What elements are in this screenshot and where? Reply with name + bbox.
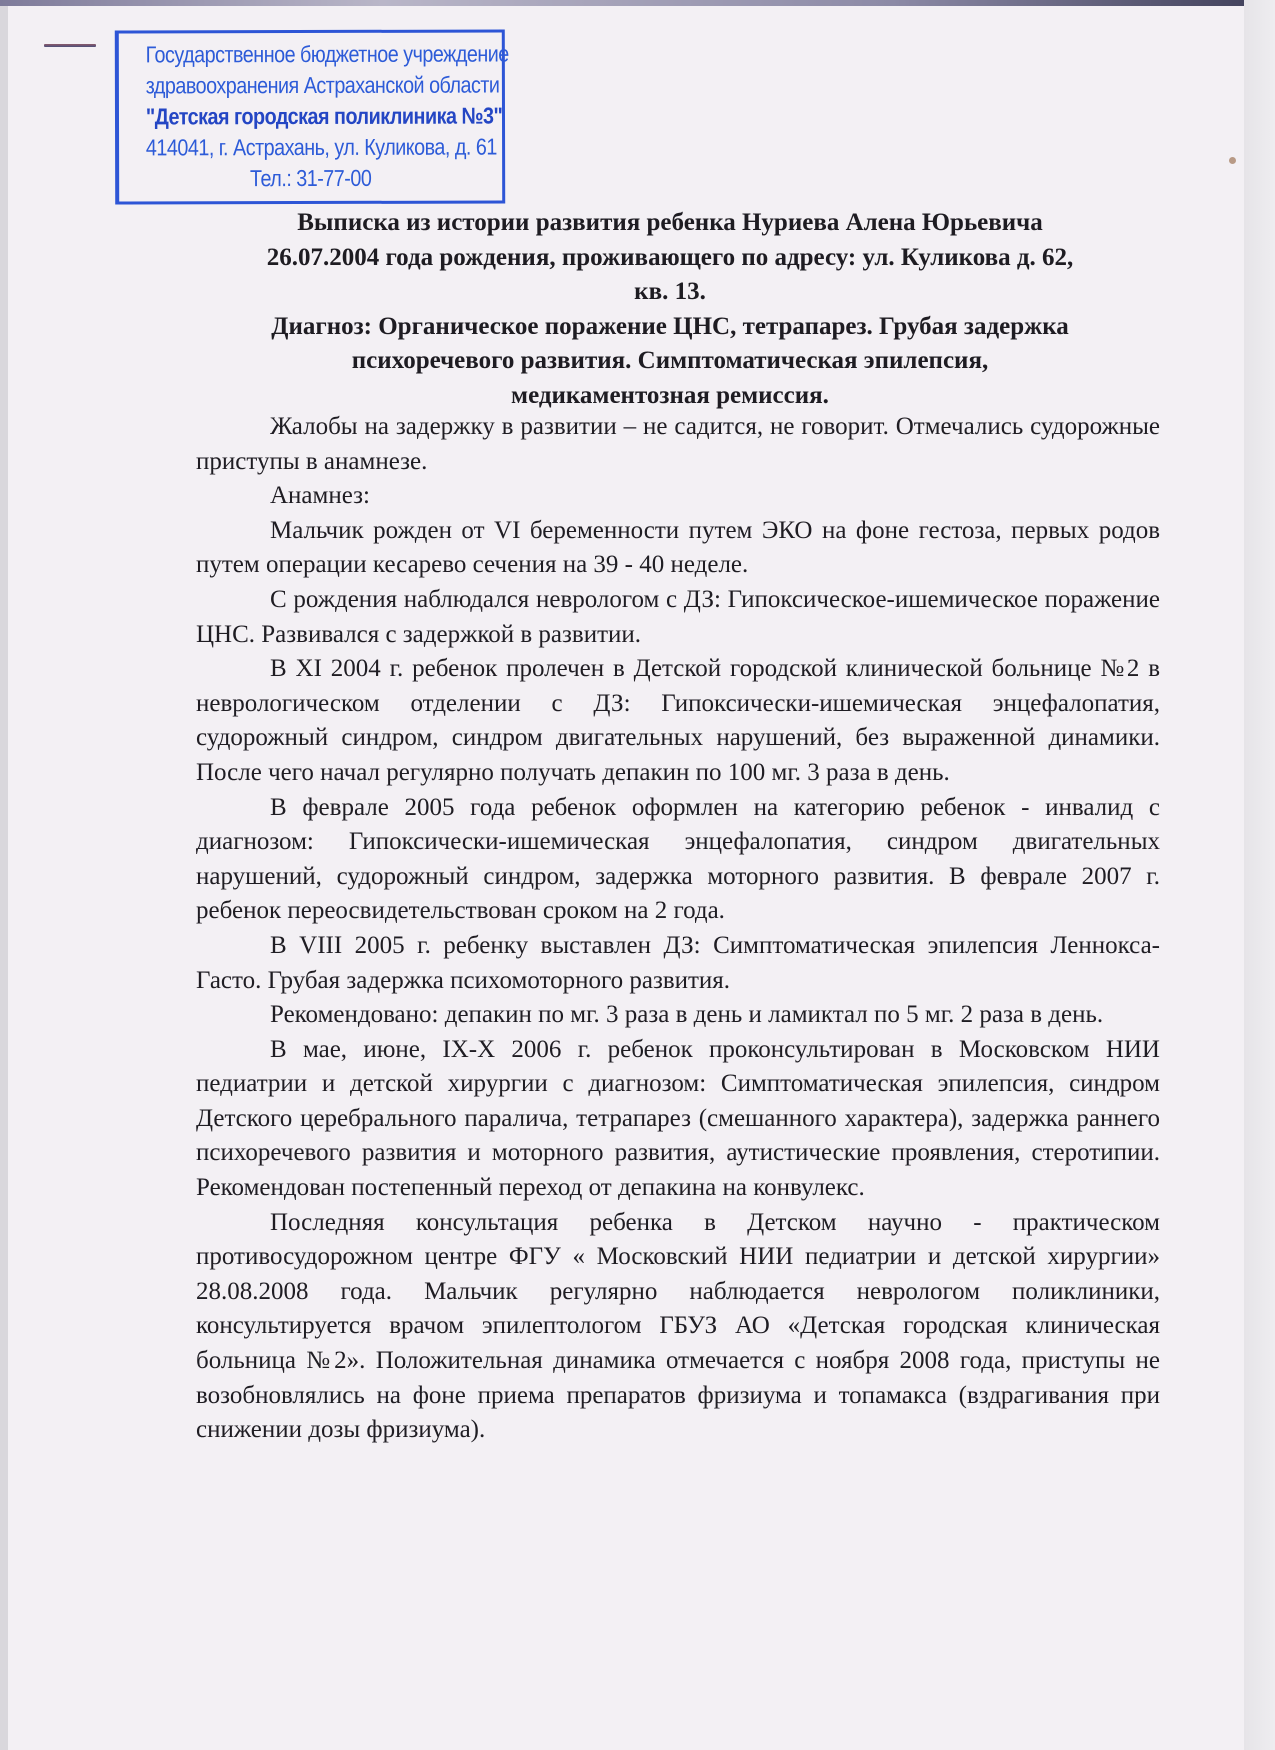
paragraph-recommendation: Рекомендовано: депакин по мг. 3 раза в день и ламиктал по 5 мг. 2 раза в день.: [270, 1001, 1104, 1029]
title-line-birth-address: 26.07.2004 года рождения, проживающего по адресу: ул. Куликова д. 62,: [266, 243, 1074, 271]
paragraph-disability-2005: В феврале 2005 года ребенок оформлен на категорию ребенок - инвалид с диагнозом: Гипоксически-ишемическая энцефалопатия, синдром двигательных нарушений, судорожный синдром, задержка моторного развития. В феврале 2007 г. ребенок переосвидетельствован сроком на 2 года.: [196, 793, 1160, 925]
paragraph-last-consultation: Последняя консультация ребенка в Детском научно - практическом противосудорожном центре ФГУ « Московский НИИ педиатрии и детской хирургии» 28.08.2008 года. Мальчик регулярно наблюдается неврологом поликлиники, консультируется врачом эпилептологом ГБУЗ АО «Детская городская клиническая больница №2». Положительная динамика отмечается с ноября 2008 года, приступы не возобновлялись на фоне приема препаратов фризиума и топамакса (вздрагивания при снижении дозы фризиума).: [196, 1208, 1160, 1444]
stamp-line-clinic-name: "Детская городская поликлиника №3": [145, 102, 503, 130]
paragraph-consultation-2006: В мае, июне, IX-X 2006 г. ребенок проконсультирован в Московском НИИ педиатрии и детской хирургии с диагнозом: Симптоматическая эпилепсия, синдром Детского церебрального паралича, тетрапарез (смешанного характера), задержка раннего психоречевого развития и моторного развития, аутистические проявления, стеротипии. Рекомендован постепенный переход от депакина на конвулекс.: [196, 1035, 1160, 1202]
title-line-diagnosis: Диагноз: Органическое поражение ЦНС, тетрапарез. Грубая задержка: [271, 312, 1069, 340]
title-line-patient: Выписка из истории развития ребенка Нуриева Алена Юрьевича: [297, 209, 1043, 236]
title-line-diagnosis-end: медикаментозная ремиссия.: [511, 381, 829, 409]
stamp-line-phone: Тел.: 31-77-00: [249, 164, 372, 192]
paragraph-diagnosis-2005: В VIII 2005 г. ребенку выставлен ДЗ: Симптоматическая эпилепсия Леннокса-Гасто. Грубая задержка психомоторного развития.: [196, 931, 1160, 994]
document-body: [196, 410, 1160, 1448]
title-line-diagnosis-cont: психоречевого развития. Симптоматическая эпилепсия,: [351, 347, 989, 374]
document-title: [180, 206, 1160, 413]
paragraph-birth: Мальчик рожден от VI беременности путем ЭКО на фоне гестоза, первых родов путем операции кесарево сечения на 39 - 40 неделе.: [196, 516, 1160, 579]
institution-stamp: [115, 29, 509, 204]
title-line-apartment: кв. 13.: [634, 278, 706, 305]
paragraph-anamnesis-heading: Анамнез:: [270, 482, 370, 510]
paragraph-neurologist: С рождения наблюдался неврологом с ДЗ: Гипоксическое-ишемическое поражение ЦНС. Развивался с задержкой в развитии.: [196, 585, 1160, 648]
paragraph-complaints: Жалобы на задержку в развитии – не садится, не говорит. Отмечались судорожные приступы в анамнезе.: [196, 413, 1160, 475]
stamp-line-address: 414041, г. Астрахань, ул. Куликова, д. 61: [145, 133, 497, 161]
stamp-line-region: здравоохранения Астраханской области: [145, 71, 500, 99]
paragraph-hospital-2004: В XI 2004 г. ребенок пролечен в Детской городской клинической больнице №2 в неврологическом отделении с ДЗ: Гипоксически-ишемическая энцефалопатия, судорожный синдром, синдром двигательных нарушений, без выраженной динамики. После чего начал регулярно получать депакин по 100 мг. 3 раза в день.: [196, 655, 1160, 786]
pen-dash-mark: [44, 44, 96, 47]
stamp-line-organization-type: Государственное бюджетное учреждение: [145, 40, 509, 68]
paper-spot: [1229, 157, 1236, 164]
scan-right-margin: [1244, 0, 1275, 1750]
